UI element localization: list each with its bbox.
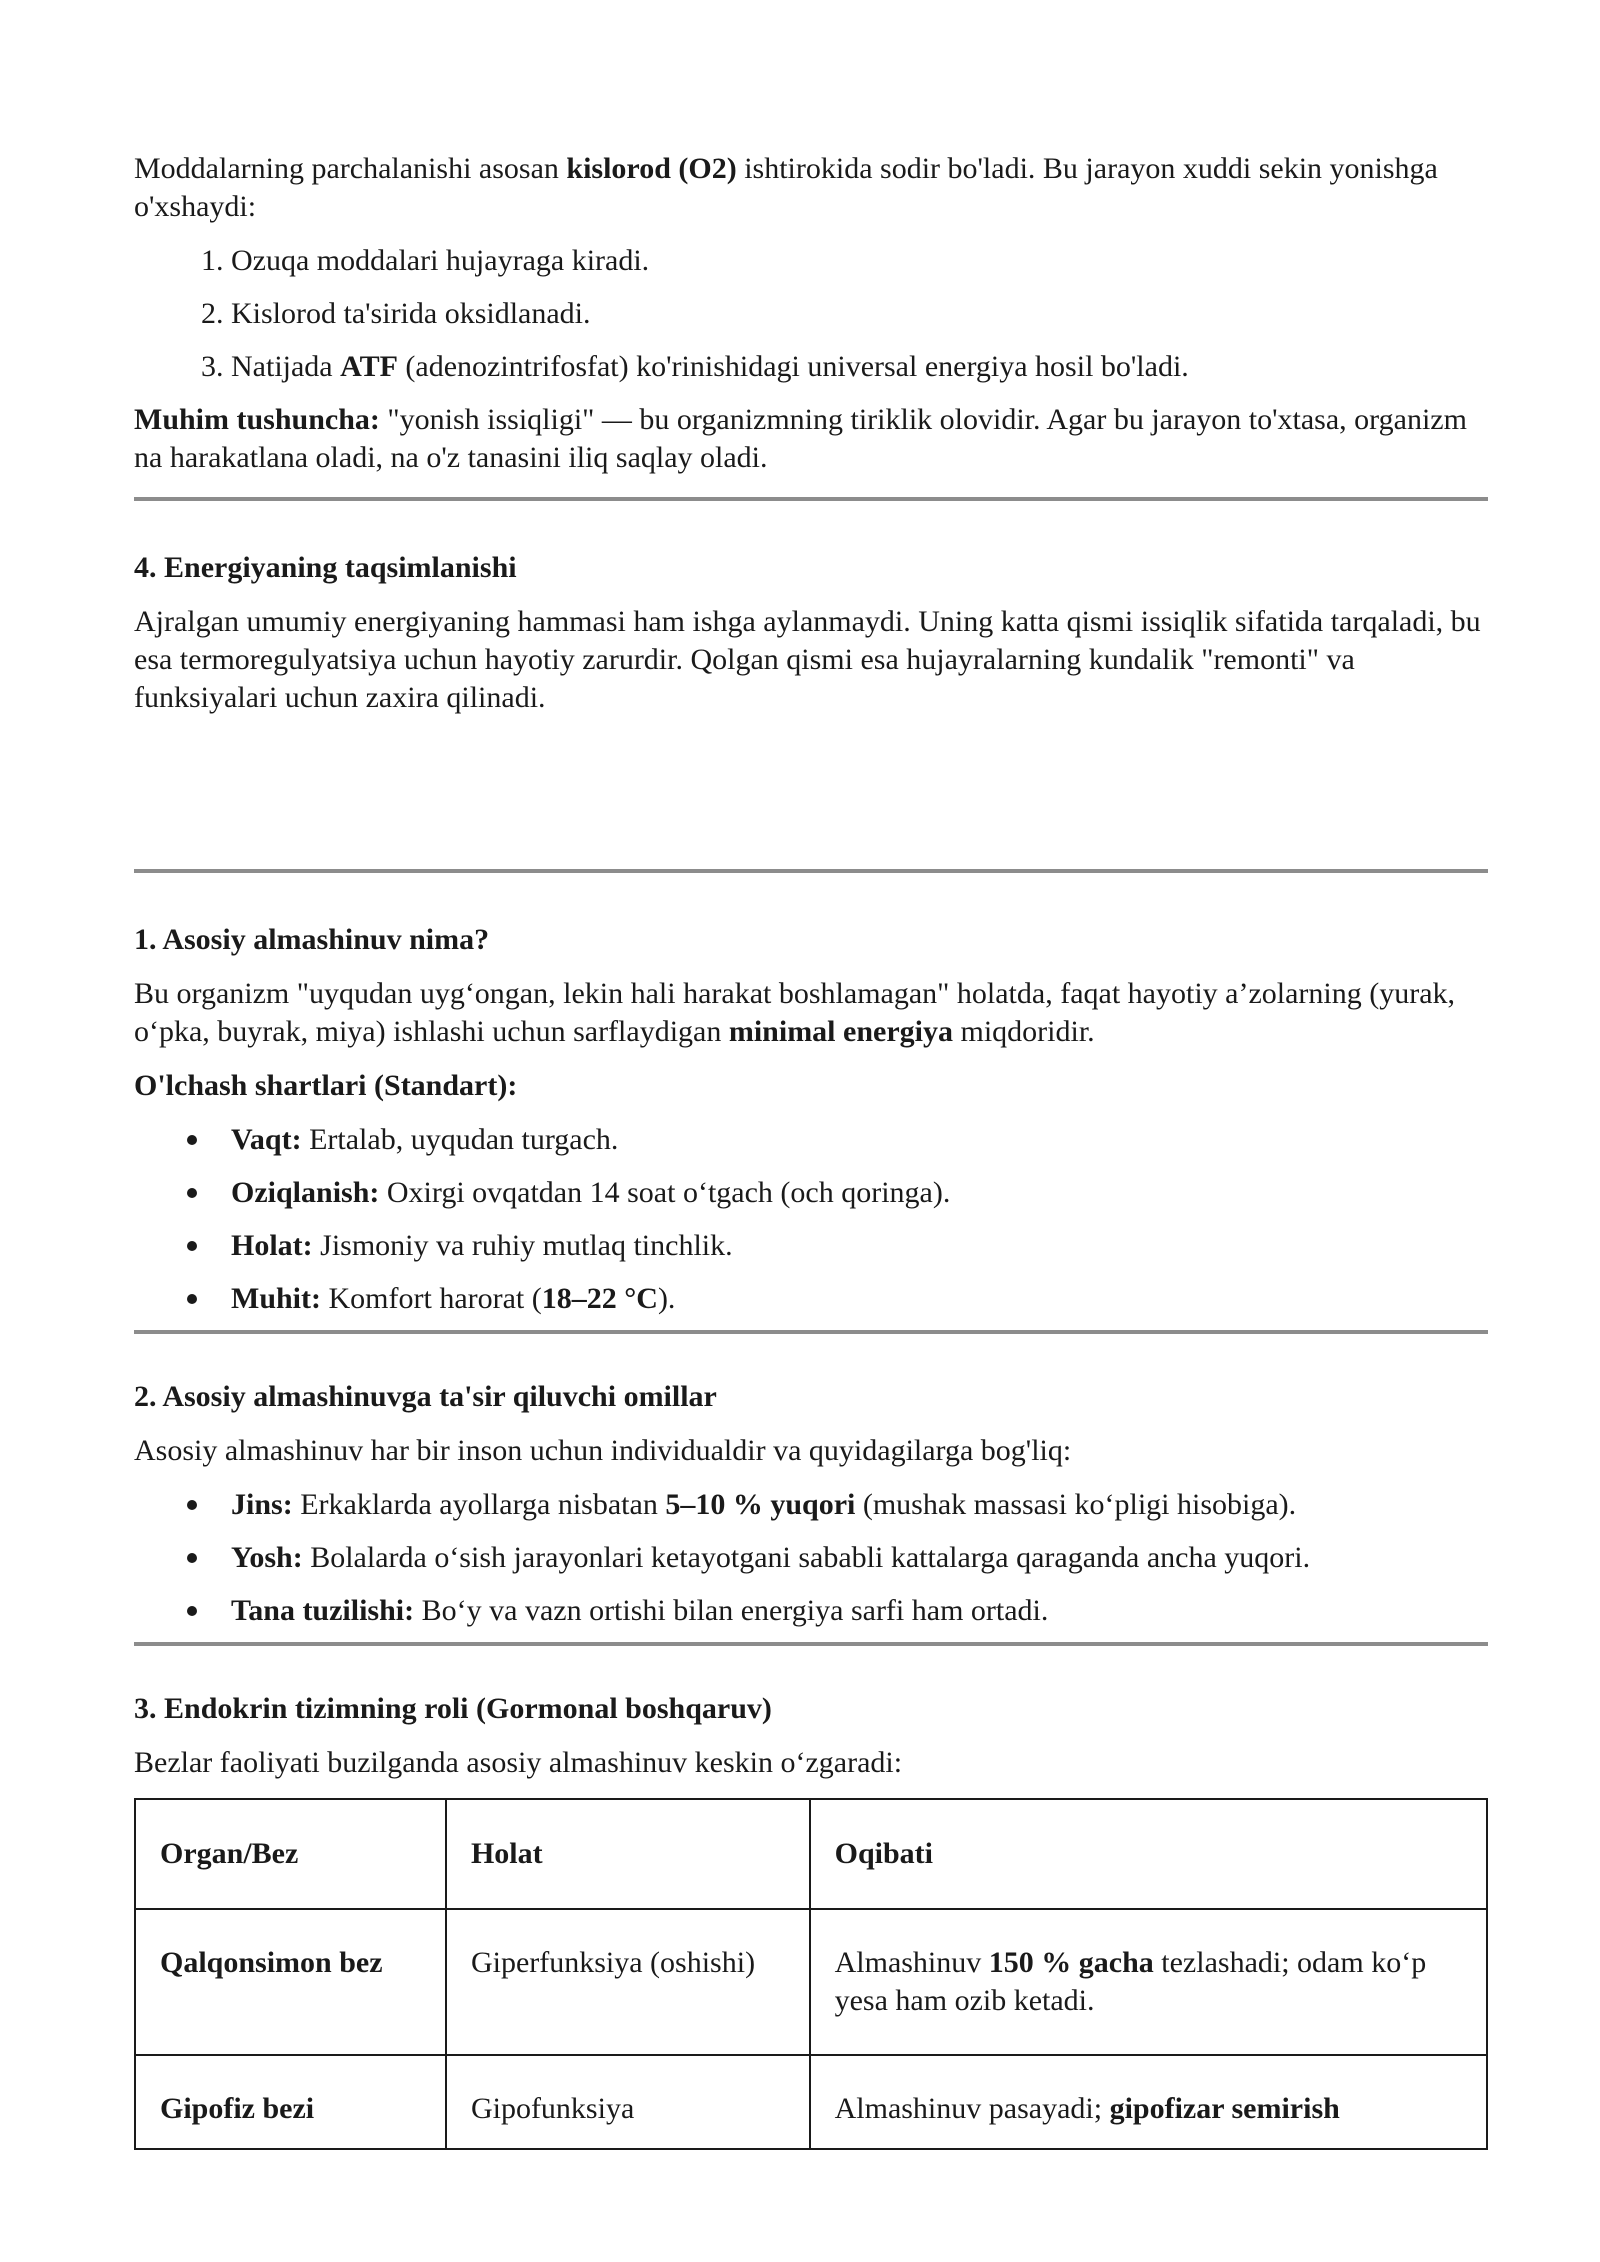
conditions-title	[134, 1067, 1488, 1105]
list-item	[231, 295, 1488, 333]
table-header-cell: Oqibati	[810, 1799, 1487, 1909]
list-item	[231, 242, 1488, 280]
list-item-label: Muhit:	[231, 1282, 321, 1315]
list-item-text: Ertalab, uyqudan turgach.	[301, 1123, 619, 1156]
section-heading: 2. Asosiy almashinuvga ta'sir qiluvchi omillar	[134, 1380, 717, 1413]
list-item	[231, 1280, 1488, 1318]
list-item	[231, 1592, 1488, 1630]
list-item-text: Bolalarda o‘sish jarayonlari ketayotgani sababli kattalarga qaraganda ancha yuqori.	[302, 1541, 1311, 1574]
cell-bold: gipofizar semirish	[1109, 2092, 1340, 2125]
intro-text-part: ishtirokida sodir bo'ladi. Bu jarayon xuddi sekin yonishga o'xshaydi:	[134, 152, 1438, 223]
paragraph-text: miqdoridir.	[952, 1015, 1095, 1048]
table-header-cell: Holat	[446, 1799, 810, 1909]
organ-name: Qalqonsimon bez	[160, 1946, 383, 1979]
paragraph-text: Bu organizm "uyqudan uyg‘ongan, lekin hali harakat boshlamagan" holatda, faqat hayotiy a’zolarning (yurak, o‘pka, buyrak, miya) ishlashi uchun sarflaydigan	[134, 977, 1456, 1048]
important-note	[134, 401, 1488, 477]
list-item-text: Erkaklarda ayollarga nisbatan	[292, 1488, 666, 1521]
intro-text-bold: kislorod (O2)	[566, 152, 737, 185]
section-heading: 3. Endokrin tizimning roli (Gormonal boshqaruv)	[134, 1692, 772, 1725]
list-item-bold: 18–22 °C	[541, 1282, 658, 1315]
paragraph-bold: minimal energiya	[728, 1015, 953, 1048]
list-item-text: Oxirgi ovqatdan 14 soat o‘tgach (och qoringa).	[379, 1176, 951, 1209]
important-text: "yonish issiqligi" — bu organizmning tiriklik olovidir. Agar bu jarayon to'xtasa, organizm na harakatlana oladi, na o'z tanasini iliq saqlay oladi.	[134, 403, 1467, 474]
table-cell	[810, 2055, 1487, 2149]
list-item-label: Tana tuzilishi:	[231, 1594, 415, 1627]
list-item-label: Oziqlanish:	[231, 1176, 380, 1209]
section-paragraph	[134, 975, 1488, 1051]
factors-list	[134, 1486, 1488, 1630]
table-header-row	[135, 1799, 1487, 1909]
table-row	[135, 2055, 1487, 2149]
list-item-text: Natijada	[231, 350, 341, 383]
list-item	[231, 1227, 1488, 1265]
list-item-label: Yosh:	[231, 1541, 303, 1574]
list-item-text: Ozuqa moddalari hujayraga kiradi.	[231, 244, 650, 277]
section-paragraph: Bezlar faoliyati buzilganda asosiy almashinuv keskin o‘zgaradi:	[134, 1746, 903, 1779]
list-item-label: Holat:	[231, 1229, 313, 1262]
list-item-text: Jismoniy va ruhiy mutlaq tinchlik.	[312, 1229, 733, 1262]
conditions-list	[134, 1121, 1488, 1318]
table-cell: Giperfunksiya (oshishi)	[446, 1909, 810, 2055]
table-row	[135, 1909, 1487, 2055]
organ-name: Gipofiz bezi	[160, 2092, 315, 2125]
list-item-text: (mushak massasi ko‘pligi hisobiga).	[855, 1488, 1297, 1521]
table-cell	[810, 1909, 1487, 2055]
table-cell	[135, 2055, 446, 2149]
list-item	[231, 1174, 1488, 1212]
divider	[134, 497, 1488, 501]
table-cell: Gipofunksiya	[446, 2055, 810, 2149]
divider	[134, 1642, 1488, 1646]
section-heading: 4. Energiyaning taqsimlanishi	[134, 551, 517, 584]
list-item-bold: 5–10 % yuqori	[665, 1488, 856, 1521]
blank-space	[134, 733, 1488, 849]
divider	[134, 869, 1488, 873]
list-item-text: (adenozintrifosfat) ko'rinishidagi universal energiya hosil bo'ladi.	[397, 350, 1189, 383]
list-item-text: ).	[657, 1282, 676, 1315]
cell-text: Almashinuv pasayadi;	[834, 2092, 1110, 2125]
list-item	[231, 1121, 1488, 1159]
list-item-text: Bo‘y va vazn ortishi bilan energiya sarfi ham ortadi.	[414, 1594, 1049, 1627]
table-cell	[135, 1909, 446, 2055]
list-item	[231, 1486, 1488, 1524]
list-item-label: Jins:	[231, 1488, 293, 1521]
list-item-bold: ATF	[340, 350, 398, 383]
section-paragraph: Asosiy almashinuv har bir inson uchun individualdir va quyidagilarga bog'liq:	[134, 1434, 1072, 1467]
endocrine-table	[134, 1798, 1488, 2150]
table-header-cell: Organ/Bez	[135, 1799, 446, 1909]
list-item	[231, 348, 1488, 386]
intro-paragraph	[134, 150, 1488, 226]
conditions-title-text: O'lchash shartlari (Standart):	[134, 1069, 518, 1102]
important-label: Muhim tushuncha:	[134, 403, 380, 436]
section-heading: 1. Asosiy almashinuv nima?	[134, 923, 490, 956]
list-item-text: Kislorod ta'sirida oksidlanadi.	[231, 297, 591, 330]
cell-text: tezlashadi; odam ko‘p yesa ham ozib ketadi.	[834, 1946, 1427, 2017]
intro-text-part: Moddalarning parchalanishi asosan	[134, 152, 567, 185]
document-page	[134, 150, 1488, 2150]
divider	[134, 1330, 1488, 1334]
list-item-label: Vaqt:	[231, 1123, 302, 1156]
list-item-text: Komfort harorat (	[321, 1282, 542, 1315]
cell-text: Almashinuv	[834, 1946, 989, 1979]
section-paragraph: Ajralgan umumiy energiyaning hammasi ham ishga aylanmaydi. Uning katta qismi issiqlik sifatida tarqaladi, bu esa termoregulyatsiya uchun hayotiy zarurdir. Qolgan qismi esa hujayralarning kundalik "remonti" va funksiyalari uchun zaxira qilinadi.	[134, 605, 1481, 714]
process-steps-list	[134, 242, 1488, 386]
list-item	[231, 1539, 1488, 1577]
cell-bold: 150 % gacha	[988, 1946, 1154, 1979]
